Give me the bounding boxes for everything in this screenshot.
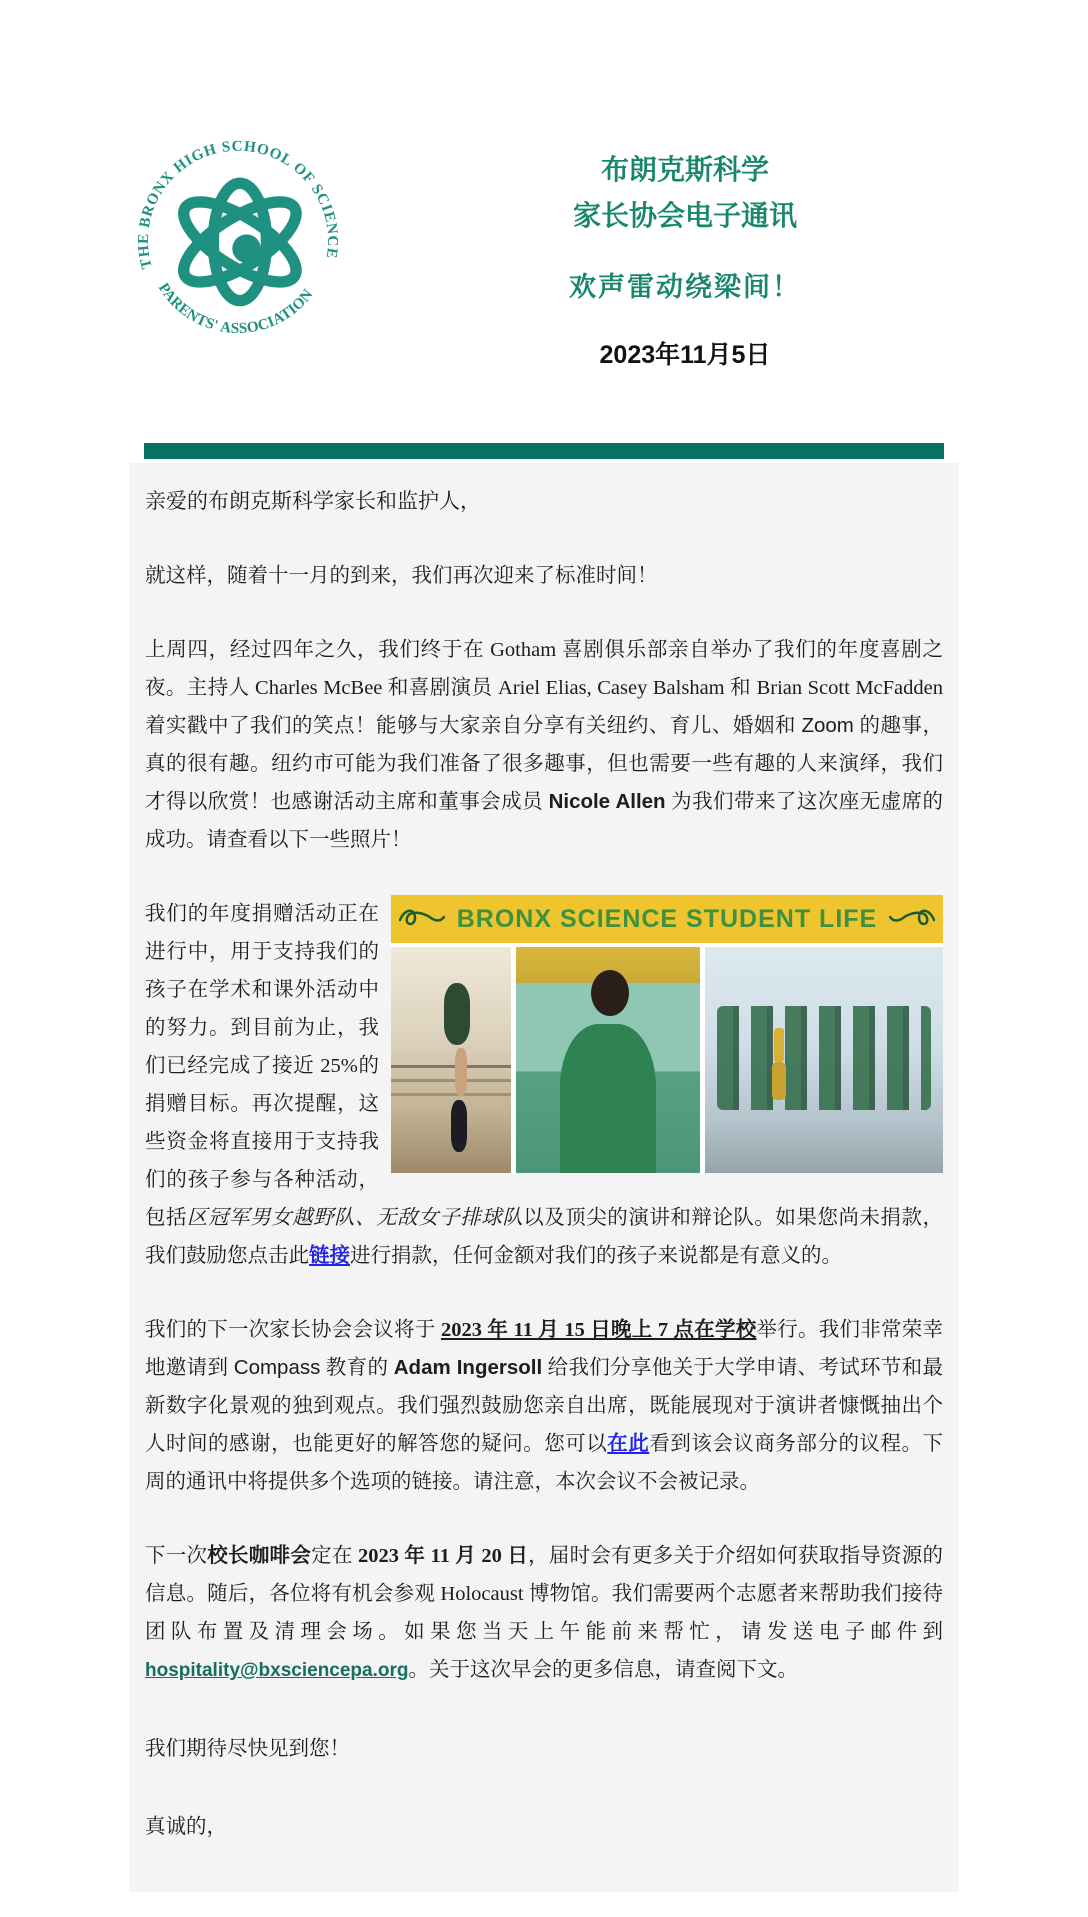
newsletter-date: 2023年11月5日 <box>599 341 771 369</box>
logo-top-arc-text: THE BRONX HIGH SCHOOL OF SCIENCE <box>134 137 342 271</box>
banner-swirl-right-icon <box>889 906 935 932</box>
collage-photos <box>391 947 943 1173</box>
greeting-line: 亲爱的布朗克斯科学家长和监护人， <box>145 490 481 513</box>
donation-link[interactable]: 链接 <box>309 1245 350 1267</box>
student-life-collage <box>391 895 943 1173</box>
photo-girls-team-with-trophy <box>705 947 943 1173</box>
photo-volleyball-player-at-net <box>391 947 511 1173</box>
newsletter-title-line2: 家长协会电子通讯 <box>572 200 797 231</box>
logo-bottom-arc-text: PARENTS' ASSOCIATION <box>154 279 317 338</box>
pa-meeting-paragraph: 我们的下一次家长协会会议将于 2023 年 11 月 15 日晚上 7 点在学校举行。我们非常荣幸地邀请到 Compass 教育的 Adam Ingersoll 给我们分享他关于大学申请、考试环节和最新数字化景观的独到观点。我们强烈鼓励您亲自出席，既能展现对于演讲者慷慨抽出个人时间的感谢，也能更好的解答您的疑问。您可以在此看到该会议商务部分的议程。下周的通讯中将提供多个选项的链接。请注意，本次会议不会被记录。 <box>145 1319 944 1493</box>
closing-line: 我们期待尽快见到您！ <box>145 1738 350 1760</box>
donation-paragraph: BRONX SCIENCE STUDENT LIFE 我们的年度捐赠活动正在进行中，用于支持我们的孩子在学术和课外活动中的努力。到目前为止，我们已经完成了接近 25%的捐赠目标。再次提醒，这些资金将直接用于支持我们的孩子参与各种活动，包括区冠军男女越野队、无敌女子排球队以及顶尖的演讲和辩论队。如果您尚未捐款，我们鼓励您点击此链接进行捐款，任何金额对我们的孩子来说都是有意义的。 <box>145 895 943 1275</box>
intro-paragraph: 就这样，随着十一月的到来，我们再次迎来了标准时间！ <box>145 565 658 587</box>
collage-banner-title: BRONX SCIENCE STUDENT LIFE <box>456 905 878 933</box>
newsletter-masthead <box>347 125 959 373</box>
banner-swirl-left-icon <box>399 906 445 932</box>
newsletter-header <box>129 125 959 373</box>
svg-text:PARENTS' ASSOCIATION <box>155 280 317 337</box>
content-panel <box>129 463 959 1892</box>
divider-bar <box>144 443 944 459</box>
newsletter-tagline: 欢声雷动绕梁间！ <box>569 272 801 302</box>
newsletter-title-line1: 布朗克斯科学 <box>600 154 769 185</box>
hospitality-email-link[interactable]: hospitality@bxsciencepa.org <box>145 1660 409 1681</box>
newsletter-page <box>0 125 1088 1892</box>
photo-student-clapping-in-classroom <box>516 947 700 1173</box>
pa-logo <box>129 125 347 373</box>
agenda-link[interactable]: 在此 <box>607 1433 650 1455</box>
atom-nucleus <box>232 234 260 262</box>
comedy-night-paragraph: 上周四，经过四年之久，我们终于在 Gotham 喜剧俱乐部亲自举办了我们的年度喜剧之夜。主持人 Charles McBee 和喜剧演员 Ariel Elias, Casey Balsham 和 Brian Scott McFadden 着实戳中了我们的笑点！能够与大家亲自分享有关纽约、育儿、婚姻和 Zoom 的趣事，真的很有趣。纽约市可能为我们准备了很多趣事，但也需要一些有趣的人来演绎，我们才得以欣赏！也感谢活动主席和董事会成员 Nicole Allen 为我们带来了这次座无虚席的成功。请查看以下一些照片！ <box>145 639 944 851</box>
signoff-line: 真诚的， <box>145 1816 227 1838</box>
principals-coffee-paragraph: 下一次校长咖啡会定在 2023 年 11 月 20 日，届时会有更多关于介绍如何获取指导资源的信息。随后，各位将有机会参观 Holocaust 博物馆。我们需要两个志愿者来帮助我们接待团队布置及清理会场。如果您当天上午能前来帮忙，请发送电子邮件到 hospitality@bxsciencepa.org。关于这次早会的更多信息，请查阅下文。 <box>145 1545 944 1681</box>
pa-logo-emblem <box>129 125 347 357</box>
collage-banner <box>391 895 943 943</box>
